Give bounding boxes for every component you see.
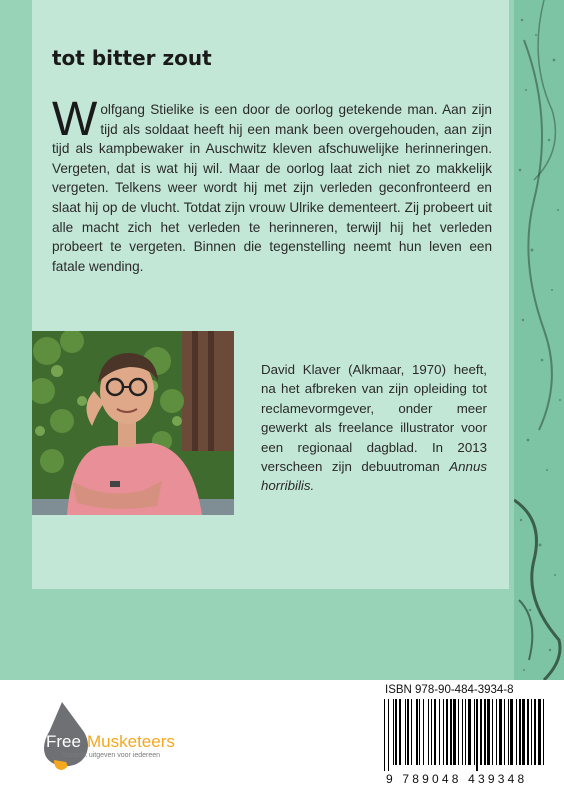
- barcode-bar: [474, 699, 475, 765]
- barcode-bar: [522, 699, 525, 765]
- publisher-name-musketeers: Musketeers: [87, 732, 175, 751]
- barcode-bar: [492, 699, 493, 765]
- book-title: tot bitter zout: [52, 46, 212, 70]
- barcode-bar: [487, 699, 490, 765]
- barcode-bar: [411, 699, 412, 765]
- barcode-bar: [458, 699, 459, 765]
- decorative-texture-strip: [514, 0, 564, 680]
- barcode-bar: [516, 699, 517, 765]
- barcode-bar: [439, 699, 440, 765]
- barcode-bar: [434, 699, 436, 765]
- barcode-bar: [405, 699, 406, 765]
- barcode-bar: [496, 699, 497, 765]
- barcode-bar: [446, 699, 448, 765]
- barcode-bar: [531, 699, 532, 765]
- blurb-drop-cap: W: [52, 93, 98, 146]
- barcode-bar: [534, 699, 536, 765]
- barcode-bar: [484, 699, 486, 765]
- barcode-bar: [428, 699, 429, 765]
- barcode-digits: 9 789048 439348: [386, 772, 528, 786]
- barcode-bar: [393, 699, 394, 765]
- barcode-bar: [453, 699, 456, 765]
- isbn-label: ISBN 978-90-484-3934-8: [385, 684, 514, 696]
- barcode-bar: [423, 699, 424, 765]
- barcode-bar: [431, 699, 432, 765]
- texture-art: [514, 0, 564, 680]
- barcode-bar: [407, 699, 409, 765]
- barcode-bar: [462, 699, 463, 765]
- author-photo: [32, 331, 234, 515]
- publisher-tagline: Kansrijk uitgeven voor iedereen: [62, 752, 161, 759]
- barcode-bar: [384, 699, 385, 771]
- barcode-bar: [468, 699, 471, 765]
- barcode-bar: [508, 699, 509, 765]
- debut-novel-title: Annus horribilis.: [261, 459, 487, 494]
- publisher-name-free: Free: [46, 732, 81, 751]
- barcode-bar: [443, 699, 444, 765]
- barcode-bar: [499, 699, 502, 765]
- barcode-bar: [510, 699, 513, 765]
- barcode-bar: [388, 699, 389, 771]
- barcode-bar: [504, 699, 505, 765]
- barcode-bar: [543, 699, 544, 765]
- barcode-bar: [416, 699, 418, 765]
- book-blurb: [52, 93, 492, 276]
- barcode-bar: [527, 699, 529, 765]
- barcode-bar: [480, 699, 482, 765]
- barcode-bar: [399, 699, 401, 765]
- barcode-icon: [380, 699, 552, 771]
- author-bio: [261, 360, 487, 496]
- barcode-bar: [395, 699, 397, 765]
- barcode-bar: [450, 699, 452, 765]
- barcode-bar: [538, 699, 541, 765]
- barcode-bar: [476, 699, 478, 771]
- blurb-text: olfgang Stielike is een door de oorlog getekende man. Aan zijn tijd als soldaat heeft hij een mank been overgehouden, aan zijn tijd als kampbewaker in Auschwitz kleven afschuwelijke herinneringen. Vergeten, dat is wat hij wil. Maar de oorlog laat zich niet zo makkelijk vergeten. Telkens weer wordt hij met zijn verleden geconfronteerd en slaat hij op de vlucht. Totdat zijn vrouw Ulrike dementeert. Zij probeert uit alle macht zich het verleden te herinneren, terwijl hij het verleden probeert te vergeten. Binnen die tegenstelling neemt hun leven een fatale wending.: [52, 102, 492, 274]
- barcode-bar: [419, 699, 420, 765]
- author-bio-text: David Klaver (Alkmaar, 1970) heeft, na het afbreken van zijn opleiding tot reclamevormgever, onder meer gewerkt als freelance illustrator voor een regionaal dagblad. In 2013 verscheen zijn debuutroman: [261, 362, 487, 475]
- barcode-bar: [519, 699, 521, 765]
- barcode-bar: [465, 699, 466, 765]
